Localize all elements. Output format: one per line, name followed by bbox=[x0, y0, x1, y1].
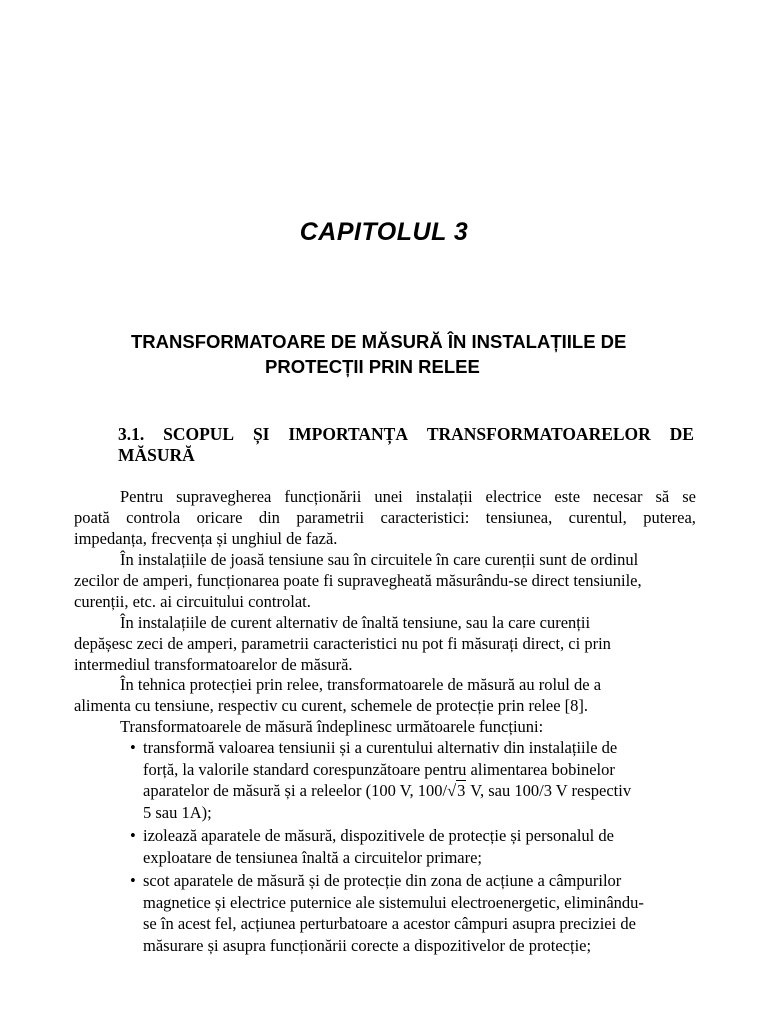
word: necesar bbox=[593, 487, 643, 506]
word: să bbox=[655, 487, 670, 506]
section-word: ȘI bbox=[252, 424, 270, 444]
paragraph-line: În instalațiile de joasă tensiune sau în circuitele în care curenții sunt de ordinul bbox=[120, 550, 639, 569]
bullet-line: se în acest fel, acțiunea perturbatoare a acestor câmpuri asupra preciziei de bbox=[143, 914, 636, 933]
bullet-icon: • bbox=[130, 826, 136, 845]
bullet-line: 5 sau 1A); bbox=[143, 802, 212, 822]
paragraph-line bbox=[74, 507, 696, 528]
word: curentul, bbox=[568, 508, 627, 527]
paragraph-line: zecilor de amperi, funcționarea poate fi supravegheată măsurându-se direct tensiunile, bbox=[74, 571, 642, 590]
paragraph-line: depășesc zeci de amperi, parametrii caracteristici nu pot fi măsurați direct, ci prin bbox=[74, 634, 611, 653]
formula-text-after: V, sau 100/3 V respectiv bbox=[466, 781, 632, 800]
word: se bbox=[682, 487, 696, 506]
paragraph-line: În instalațiile de curent alternativ de înaltă tensiune, sau la care curenții bbox=[120, 613, 591, 632]
bullet-item bbox=[130, 737, 696, 823]
bullet-icon: • bbox=[130, 738, 136, 757]
bullet-list bbox=[130, 737, 696, 958]
word: poată bbox=[74, 508, 110, 527]
paragraph-line bbox=[74, 486, 696, 507]
word: funcționării bbox=[284, 487, 362, 506]
section-word: SCOPUL bbox=[163, 424, 235, 444]
section-number: 3.1. bbox=[118, 424, 145, 444]
sqrt-symbol: √ bbox=[447, 781, 457, 800]
word: parametrii bbox=[296, 508, 365, 527]
paragraph bbox=[74, 716, 696, 737]
bullet-line: măsurare și asupra funcționării corecte a dispozitivelor de protecție; bbox=[143, 935, 592, 955]
paragraph bbox=[74, 674, 696, 716]
square-root bbox=[447, 780, 466, 802]
bullet-line: transformă valoarea tensiunii și a curentului alternativ din instalațiile de bbox=[143, 738, 618, 757]
word: electrice bbox=[485, 487, 542, 506]
section-word: TRANSFORMATOARELOR bbox=[426, 424, 651, 444]
paragraph bbox=[74, 549, 696, 612]
word: unei bbox=[374, 487, 403, 506]
formula-text-before: aparatelor de măsură și a releelor (100 V, 100/ bbox=[143, 781, 448, 800]
paragraph-line: intermediul transformatoarelor de măsură. bbox=[74, 655, 353, 674]
paragraph bbox=[74, 612, 696, 675]
bullet-formula-line bbox=[143, 780, 696, 802]
word: caracteristici: bbox=[380, 508, 470, 527]
word: este bbox=[554, 487, 581, 506]
word: Pentru bbox=[120, 487, 164, 506]
section-heading bbox=[118, 424, 694, 466]
word: supravegherea bbox=[176, 487, 272, 506]
section-word: DE bbox=[669, 424, 694, 444]
word: controla bbox=[126, 508, 181, 527]
paragraph-line: Transformatoarele de măsură îndeplinesc următoarele funcțiuni: bbox=[120, 717, 544, 736]
bullet-line: izolează aparatele de măsură, dispozitivele de protecție și personalul de bbox=[143, 826, 614, 845]
bullet-line: magnetice și electrice puternice ale sistemului electroenergetic, eliminându- bbox=[143, 892, 644, 912]
paragraph-line: În tehnica protecției prin relee, transformatoarele de măsură au rolul de a bbox=[120, 675, 602, 694]
chapter-heading: CAPITOLUL 3 bbox=[299, 218, 469, 246]
section-title-line-2: MĂSURĂ bbox=[118, 445, 195, 465]
bullet-line: forță, la valorile standard corespunzătoare pentru alimentarea bobinelor bbox=[143, 759, 615, 779]
word: din bbox=[258, 508, 280, 527]
bullet-line: exploatare de tensiunea înaltă a circuitelor primare; bbox=[143, 847, 482, 867]
word: instalații bbox=[415, 487, 473, 506]
paragraph-line: alimenta cu tensiune, respectiv cu curent, schemele de protecție prin relee [8]. bbox=[74, 696, 589, 715]
paragraph-line: curenții, etc. ai circuitului controlat. bbox=[74, 592, 311, 611]
bullet-line: scot aparatele de măsură și de protecție din zona de acțiune a câmpurilor bbox=[143, 871, 622, 890]
word: oricare bbox=[196, 508, 243, 527]
chapter-title-line-1: TRANSFORMATOARE DE MĂSURĂ ÎN INSTALAȚIILE DE bbox=[131, 331, 627, 352]
paragraph-line: impedanța, frecvența și unghiul de fază. bbox=[74, 529, 338, 548]
word: puterea, bbox=[643, 508, 696, 527]
bullet-item bbox=[130, 825, 696, 868]
chapter-title-line-2: PROTECȚII PRIN RELEE bbox=[265, 356, 480, 377]
bullet-item bbox=[130, 870, 696, 956]
paragraph bbox=[74, 486, 696, 549]
sqrt-radicand: 3 bbox=[457, 781, 466, 800]
word: tensiunea, bbox=[485, 508, 553, 527]
bullet-icon: • bbox=[130, 871, 136, 890]
section-word: IMPORTANȚA bbox=[288, 424, 408, 444]
